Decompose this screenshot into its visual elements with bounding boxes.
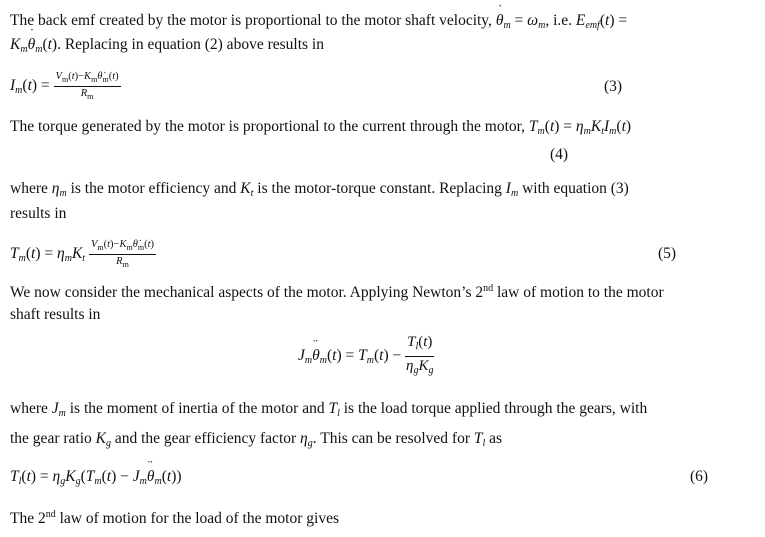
paragraph-mechanical-line1: We now consider the mechanical aspects of the motor. Applying Newton’s 2nd law of motion to the motor (10, 283, 664, 301)
paragraph-mechanical-line2: shaft results in (10, 306, 101, 323)
paragraph-inertia-line1: where $J_m$ is the moment of inertia of the motor and $T_l$ is the load torque applied through the gears, with (10, 400, 648, 419)
paragraph-inertia-line2: the gear ratio $K_g$ and the gear efficiency factor $\eta_g$. This can be resolved for $T_l$ as (10, 430, 503, 449)
equation-3-label: (3) (604, 78, 623, 95)
equation-6-label: (6) (690, 468, 709, 485)
paragraph-torque: The torque generated by the motor is proportional to the current through the motor, $T_m(t) = \eta_mK_tI_m(t)$ (10, 118, 632, 137)
paragraph-back-emf-line2: $K_m˙$ $\theta_m(t)$. Replacing in equation (2) above results in (10, 36, 324, 55)
paragraph-back-emf-line1: The back emf created by the motor is proportional to the motor shaft velocity, ˙ $\theta_m = \omega_m$, i.e. $E_{emf}(t)$ = (10, 12, 627, 31)
paragraph-efficiency-line1: where $\eta_m$ is the motor efficiency and $K_t$ is the motor-torque constant. Replacing $I_m$ with equation (3) (10, 180, 629, 199)
equation-5-label: (5) (658, 245, 677, 262)
equation-5-fraction: $\frac{V_m(t)-K_m\thetȧ_m(t)}{R_m}$ (90, 239, 155, 270)
equation-6: $T_l(t) = \eta_gK_g(T_m(t)$ − $J_m¨$ $\theta_m(t)$) (10, 468, 182, 487)
equation-3: $I_m(t)$ = $\frac{V_m(t)-K_m\thetȧ_m(t)}{R_m}$ (10, 71, 119, 102)
equation-newton-motor: $J_m¨$ $\theta_m(t) = T_m(t)$ − $\frac{T_l(t)}{\eta_gK_g}$ (298, 333, 434, 380)
equation-5: $T_m(t) = \eta_mK_t$ $\frac{V_m(t)-K_m\thetȧ_m(t)}{R_m}$ (10, 239, 155, 270)
equation-3-fraction: $\frac{V_m(t)-K_m\thetȧ_m(t)}{R_m}$ (55, 71, 119, 102)
paragraph-load: The 2nd law of motion for the load of the motor gives (10, 509, 339, 527)
equation-newton-fraction: $\frac{T_l(t)}{\eta_gK_g}$ (406, 334, 434, 376)
equation-4-label: (4) (550, 146, 569, 163)
paragraph-efficiency-line2: results in (10, 205, 67, 222)
